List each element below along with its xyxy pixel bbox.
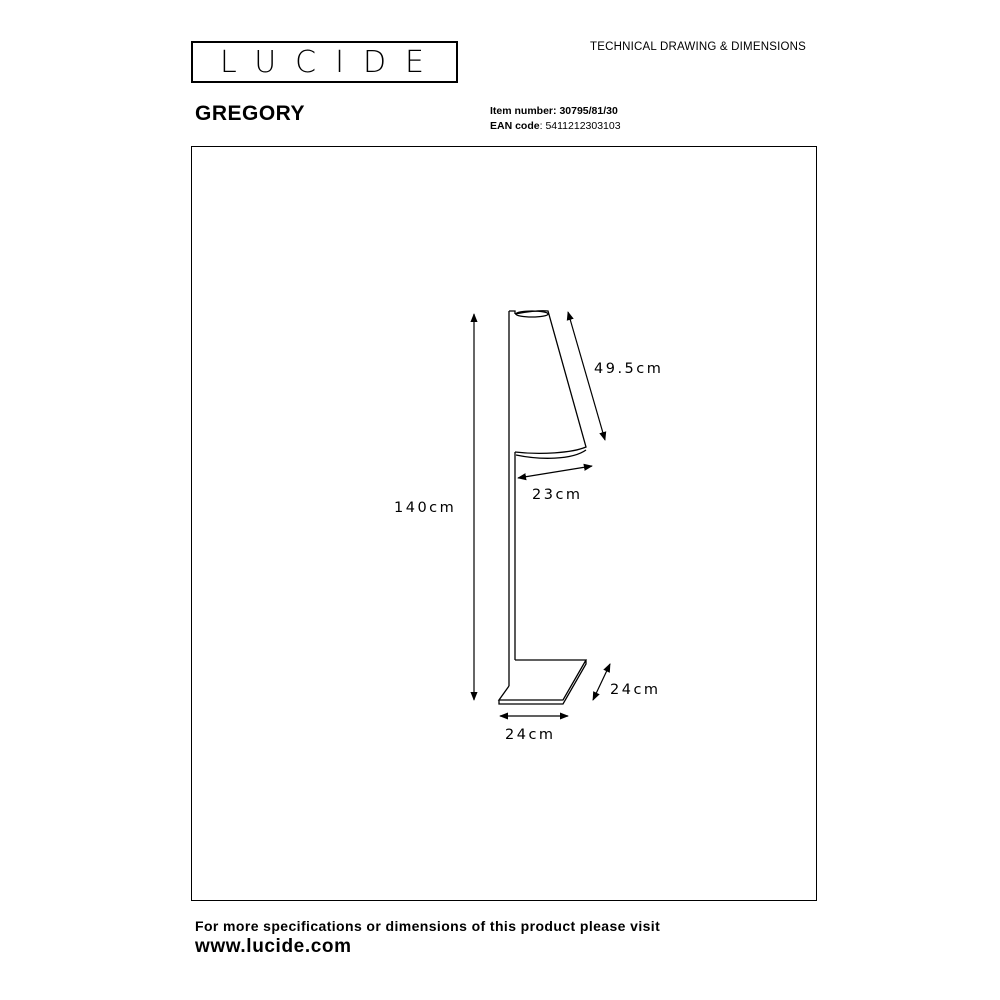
lamp-base xyxy=(499,660,586,704)
ean-value: 5411212303103 xyxy=(545,120,621,132)
item-number-label: Item number xyxy=(490,105,554,117)
base-width-label: 24cm xyxy=(505,727,556,743)
document-type: TECHNICAL DRAWING & DIMENSIONS xyxy=(590,41,806,53)
lamp-shade xyxy=(515,311,586,454)
dimension-lines xyxy=(474,312,610,716)
product-name: GREGORY xyxy=(195,102,306,125)
footer-note: For more specifications or dimensions of this product please visit xyxy=(195,918,661,934)
lamp-pole xyxy=(509,311,515,686)
item-number-row: Item number: 30795/81/30 xyxy=(490,105,618,117)
brand-logo-text: LUCIDE xyxy=(219,44,444,80)
item-number-value: 30795/81/30 xyxy=(559,105,618,117)
base-depth-dimension-line xyxy=(593,664,610,700)
shade-diameter-dimension-line xyxy=(518,466,592,478)
height-label: 140cm xyxy=(394,500,457,516)
base-depth-label: 24cm xyxy=(610,682,661,698)
shade-length-label: 49.5cm xyxy=(594,361,664,377)
shade-diameter-label: 23cm xyxy=(532,487,583,503)
lamp-outline xyxy=(499,311,586,704)
ean-label: EAN code xyxy=(490,120,540,132)
website-link[interactable]: www.lucide.com xyxy=(195,936,352,957)
ean-row: EAN code: 5411212303103 xyxy=(490,120,621,132)
